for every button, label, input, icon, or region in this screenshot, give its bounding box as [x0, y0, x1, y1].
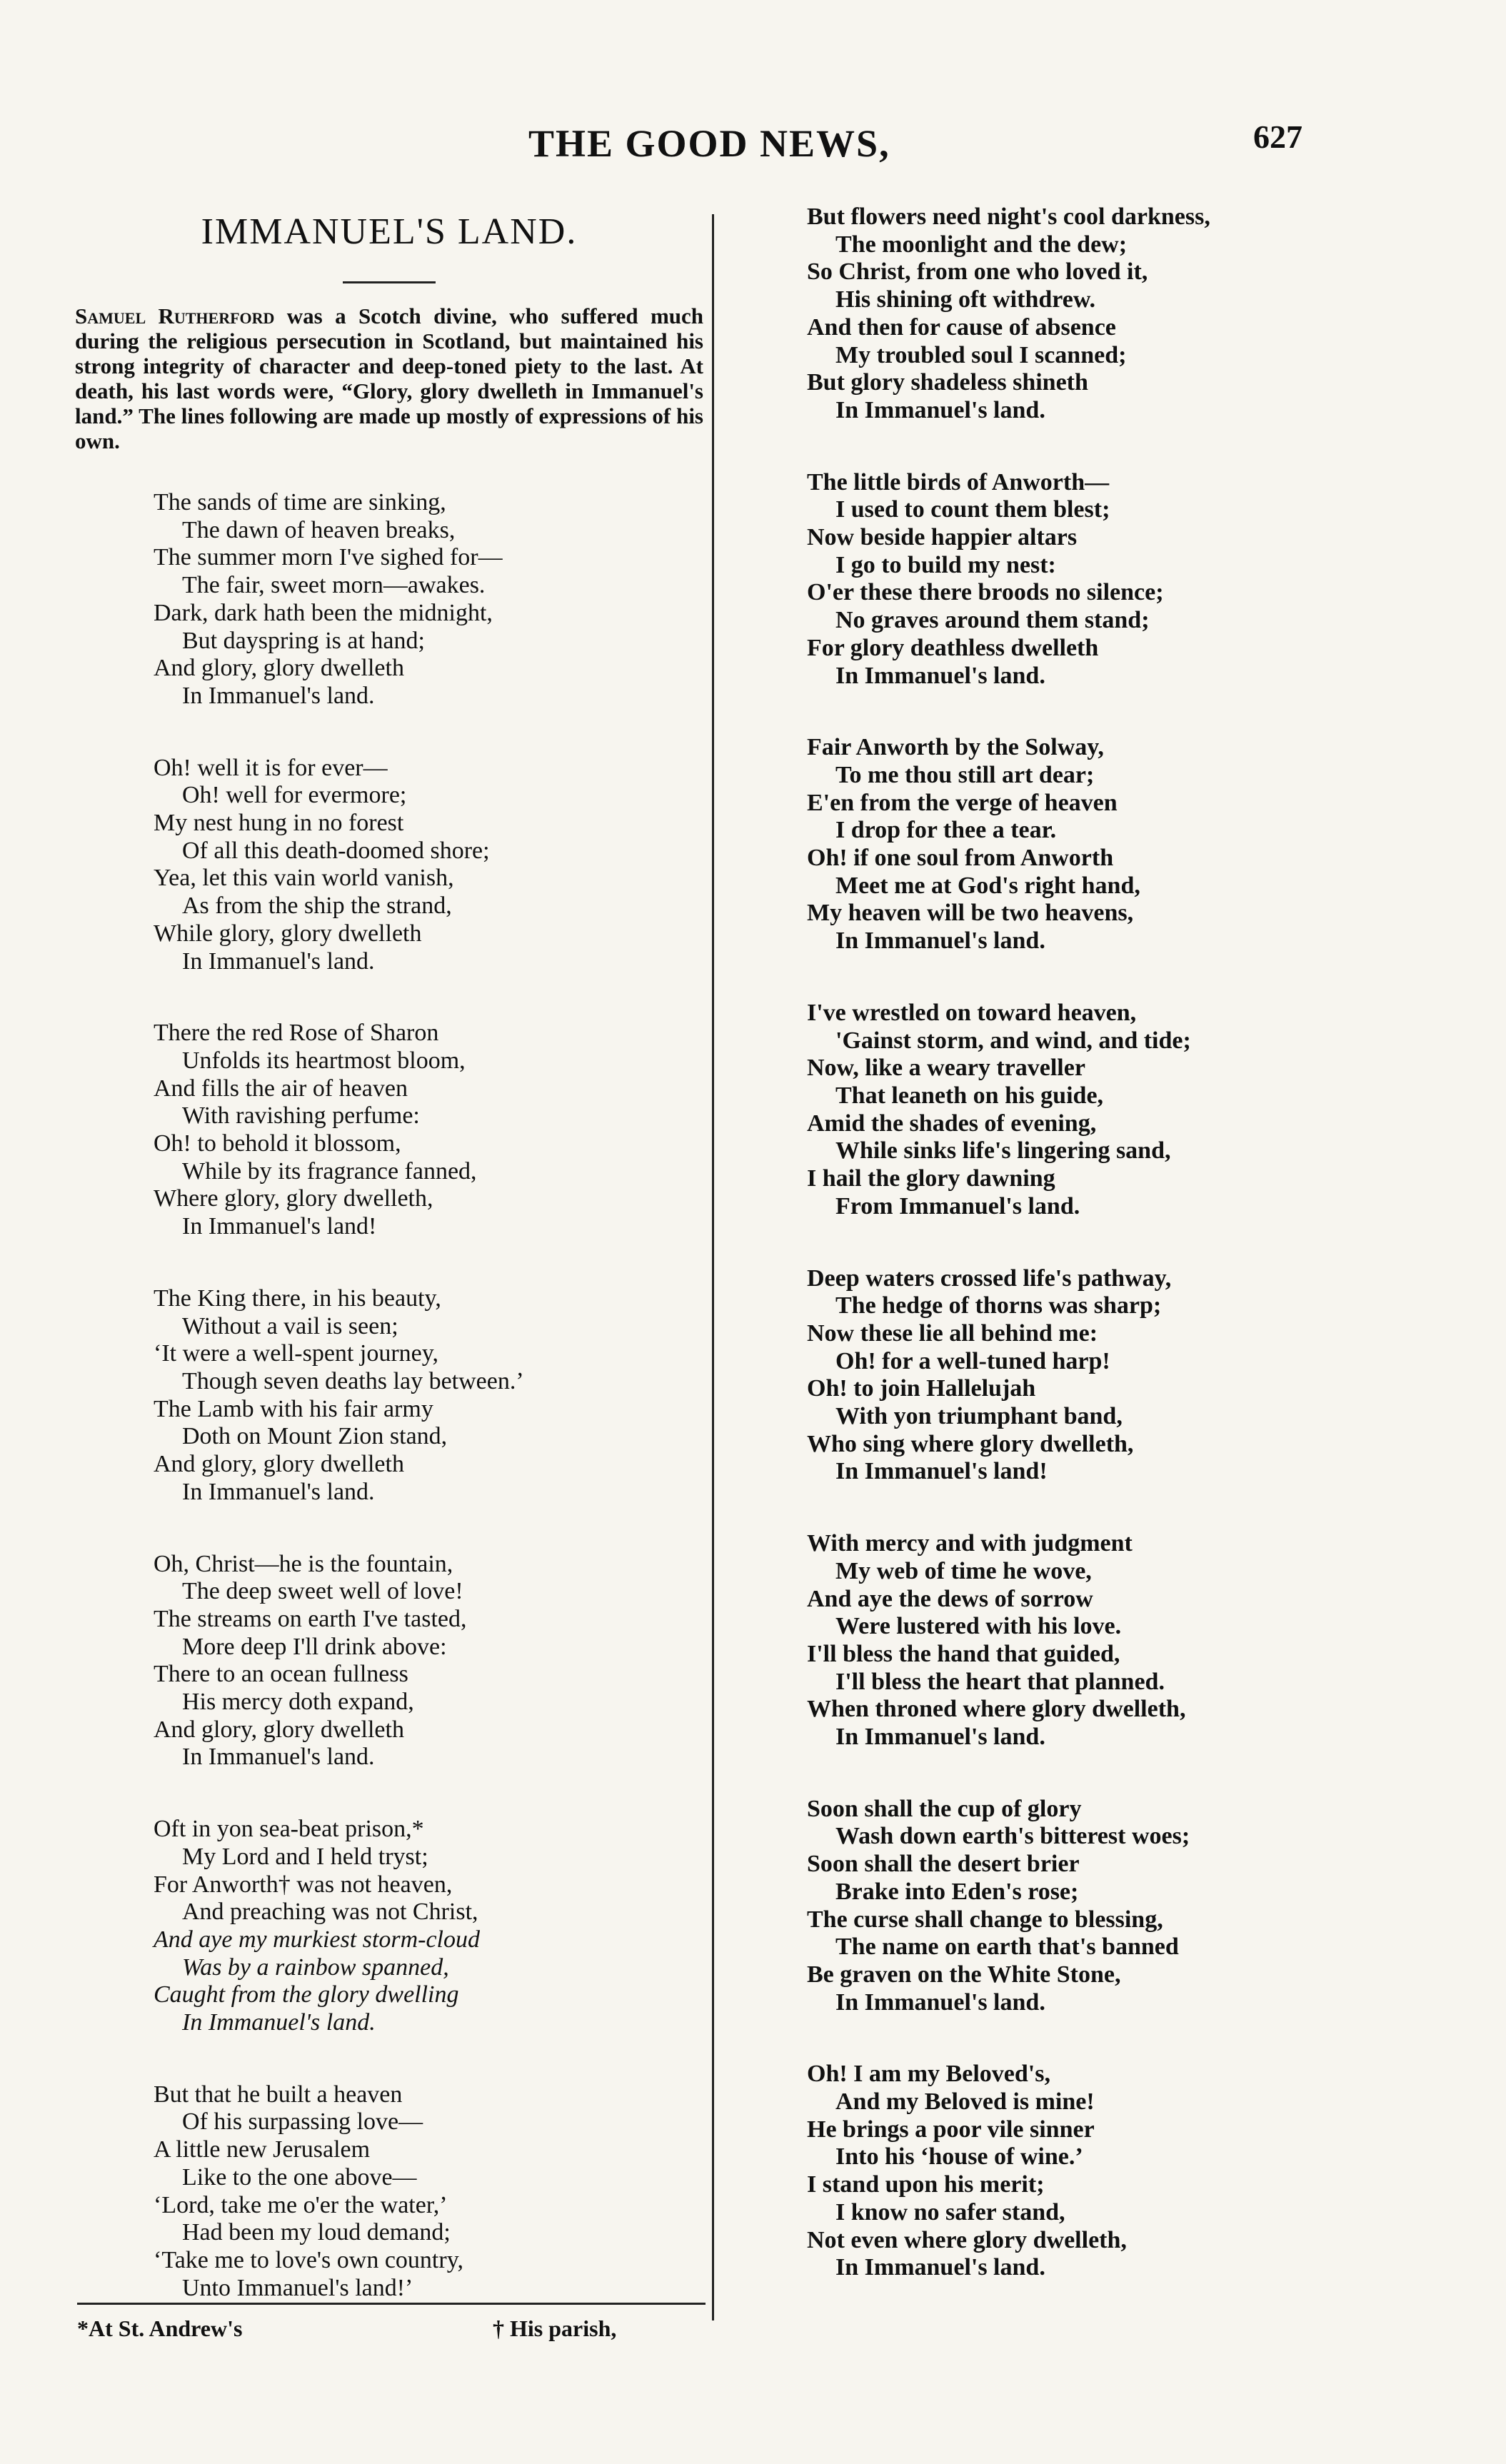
intro-name: Samuel Rutherford	[75, 303, 275, 328]
intro-text: was a Scotch divine, who suffered much during the religious persecution in Scotland, but maintained his strong integrity of character and deep-toned piety to the last. At death, his last words were, “Glory, glory dwelleth in Immanuel's land.” The lines following are made up mostly of expressions of his own.	[75, 303, 704, 453]
poem-line: My Lord and I held tryst;	[182, 1843, 428, 1870]
poem-line: Where glory, glory dwelleth,	[154, 1185, 433, 1212]
poem-line: To me thou still art dear;	[835, 761, 1095, 788]
poem-line: With yon triumphant band,	[835, 1403, 1123, 1430]
poem-line: Had been my loud demand;	[182, 2219, 451, 2246]
poem-line: Meet me at God's right hand,	[835, 872, 1140, 899]
poem-line: Soon shall the cup of glory	[807, 1795, 1082, 1822]
poem-line: Brake into Eden's rose;	[835, 1878, 1079, 1905]
poem-line: The streams on earth I've tasted,	[154, 1605, 467, 1632]
poem-line: Without a vail is seen;	[182, 1312, 398, 1339]
poem-line: Oh! if one soul from Anworth	[807, 845, 1114, 872]
poem-line: And aye my murkiest storm-cloud	[154, 1926, 481, 1953]
footnote-rule	[77, 2303, 706, 2305]
running-title: THE GOOD NEWS,	[528, 122, 890, 165]
poem-line: 'Gainst storm, and wind, and tide;	[835, 1027, 1191, 1054]
poem-line: The sands of time are sinking,	[154, 489, 446, 516]
right-stanza-8	[807, 2061, 1435, 2282]
poem-line: My nest hung in no forest	[154, 810, 404, 837]
poem-line: I drop for thee a tear.	[835, 817, 1057, 844]
left-column	[75, 211, 703, 2346]
poem-line: I go to build my nest:	[835, 551, 1056, 578]
poem-line: Oh, Christ—he is the fountain,	[154, 1550, 453, 1577]
poem-line: While sinks life's lingering sand,	[835, 1137, 1171, 1165]
left-stanza-7	[154, 2081, 703, 2303]
poem-line: Deep waters crossed life's pathway,	[807, 1264, 1172, 1292]
left-stanza-4	[154, 1285, 703, 1507]
poem-line: Like to the one above—	[182, 2163, 417, 2191]
poem-line: As from the ship the strand,	[182, 892, 452, 920]
poem-line: And aye the dews of sorrow	[807, 1585, 1093, 1612]
poem-title: IMMANUEL'S LAND.	[201, 211, 578, 252]
poem-line: Fair Anworth by the Solway,	[807, 734, 1104, 761]
poem-line: Unto Immanuel's land!’	[182, 2274, 413, 2301]
poem-line: Was by a rainbow spanned,	[182, 1953, 449, 1981]
poem-line: The King there, in his beauty,	[154, 1284, 441, 1312]
poem-line: And fills the air of heaven	[154, 1075, 408, 1102]
poem-line: Dark, dark hath been the midnight,	[154, 599, 493, 626]
poem-line: But glory shadeless shineth	[807, 369, 1088, 396]
poem-line: Caught from the glory dwelling	[154, 1981, 459, 2008]
poem-line: I used to count them blest;	[835, 496, 1110, 523]
poem-line: While glory, glory dwelleth	[154, 920, 422, 947]
poem-line: Wash down earth's bitterest woes;	[835, 1823, 1190, 1850]
poem-line: Oh! to join Hallelujah	[807, 1375, 1036, 1402]
page-number: 627	[1253, 119, 1302, 155]
poem-line: Of his surpassing love—	[182, 2108, 423, 2136]
poem-line: In Immanuel's land.	[835, 662, 1045, 689]
poem-line: ‘It were a well-spent journey,	[154, 1340, 439, 1367]
left-stanza-5	[154, 1551, 703, 1772]
right-stanza-6	[807, 1530, 1435, 1751]
poem-line: Unfolds its heartmost bloom,	[182, 1047, 466, 1074]
right-column	[807, 203, 1435, 2326]
right-stanza-5	[807, 1265, 1435, 1487]
poem-line: With ravishing perfume:	[182, 1102, 420, 1130]
poem-line: Doth on Mount Zion stand,	[182, 1423, 448, 1450]
poem-line: And then for cause of absence	[807, 313, 1116, 341]
poem-line: Of all this death-doomed shore;	[182, 837, 490, 864]
poem-line: ‘Lord, take me o'er the water,’	[154, 2191, 448, 2218]
left-stanza-2	[154, 755, 703, 976]
poem-line: I'll bless the heart that planned.	[835, 1668, 1165, 1695]
poem-line: Now these lie all behind me:	[807, 1319, 1098, 1347]
poem-line: For Anworth† was not heaven,	[154, 1871, 453, 1898]
poem-line: For glory deathless dwelleth	[807, 634, 1099, 661]
left-stanza-3	[154, 1020, 703, 1241]
poem-line: Now, like a weary traveller	[807, 1055, 1085, 1082]
right-stanza-3	[807, 734, 1435, 955]
poem-line: The summer morn I've sighed for—	[154, 544, 503, 571]
footnote-parish: † His parish,	[493, 2315, 617, 2341]
footnote-st-andrews: *At St. Andrew's	[77, 2315, 243, 2341]
right-stanza-4	[807, 1000, 1435, 1221]
poem-line: Not even where glory dwelleth,	[807, 2226, 1127, 2253]
right-stanzas	[807, 203, 1435, 2282]
poem-line: Now beside happier altars	[807, 524, 1078, 551]
right-stanza-2	[807, 469, 1435, 690]
left-stanza-6	[154, 1816, 703, 2037]
poem-line: In Immanuel's land.	[835, 2254, 1045, 2281]
poem-line: The dawn of heaven breaks,	[182, 516, 456, 543]
poem-line: From Immanuel's land.	[835, 1192, 1080, 1220]
poem-line: The little birds of Anworth—	[807, 468, 1110, 496]
poem-line: And glory, glory dwelleth	[154, 1451, 404, 1478]
poem-line: O'er these there broods no silence;	[807, 579, 1164, 606]
poem-line: In Immanuel's land!	[182, 1213, 377, 1240]
intro-paragraph	[75, 303, 703, 453]
poem-line: There the red Rose of Sharon	[154, 1020, 439, 1047]
left-stanza-1	[154, 489, 703, 710]
poem-line: ‘Take me to love's own country,	[154, 2246, 463, 2273]
poem-line: The Lamb with his fair army	[154, 1395, 433, 1422]
poem-line: I'll bless the hand that guided,	[807, 1640, 1120, 1667]
right-stanza-7	[807, 1796, 1435, 2017]
right-stanza-1	[807, 203, 1435, 425]
poem-line: In Immanuel's land.	[182, 947, 375, 975]
poem-line: But dayspring is at hand;	[182, 627, 425, 654]
poem-line: Yea, let this vain world vanish,	[154, 865, 454, 892]
poem-line: With mercy and with judgment	[807, 1530, 1133, 1557]
left-stanzas	[75, 489, 703, 2302]
poem-line: Oft in yon sea-beat prison,*	[154, 1816, 424, 1843]
poem-line: Amid the shades of evening,	[807, 1110, 1097, 1137]
poem-line: The moonlight and the dew;	[835, 231, 1128, 258]
poem-line: Oh! to behold it blossom,	[154, 1130, 401, 1157]
poem-line: My heaven will be two heavens,	[807, 900, 1134, 927]
poem-line: His mercy doth expand,	[182, 1689, 414, 1716]
poem-line: So Christ, from one who loved it,	[807, 258, 1148, 286]
poem-line: And preaching was not Christ,	[182, 1899, 478, 1926]
poem-line: Were lustered with his love.	[835, 1613, 1122, 1640]
poem-line: His shining oft withdrew.	[835, 286, 1096, 313]
poem-line: I hail the glory dawning	[807, 1165, 1055, 1192]
poem-line: Soon shall the desert brier	[807, 1851, 1080, 1878]
poem-line: The deep sweet well of love!	[182, 1578, 463, 1605]
poem-line: More deep I'll drink above:	[182, 1633, 447, 1660]
poem-line: He brings a poor vile sinner	[807, 2116, 1095, 2143]
poem-line: Though seven deaths lay between.’	[182, 1367, 524, 1394]
poem-line: No graves around them stand;	[835, 607, 1150, 634]
poem-line: The fair, sweet morn—awakes.	[182, 572, 486, 599]
poem-line: And glory, glory dwelleth	[154, 655, 404, 682]
poem-line: When throned where glory dwelleth,	[807, 1696, 1186, 1723]
poem-line: In Immanuel's land.	[835, 1724, 1045, 1751]
poem-line: In Immanuel's land.	[182, 1744, 375, 1771]
poem-line: And my Beloved is mine!	[835, 2088, 1095, 2116]
poem-line: Oh! well it is for ever—	[154, 754, 388, 781]
poem-line: In Immanuel's land.	[835, 927, 1045, 955]
poem-line: In Immanuel's land.	[182, 682, 375, 709]
poem-line: I know no safer stand,	[835, 2198, 1065, 2226]
poem-line: My web of time he wove,	[835, 1557, 1092, 1584]
poem-line: But that he built a heaven	[154, 2081, 403, 2108]
poem-line: In Immanuel's land.	[182, 1478, 375, 1505]
poem-line: Who sing where glory dwelleth,	[807, 1430, 1134, 1457]
poem-line: The hedge of thorns was sharp;	[835, 1292, 1162, 1319]
title-rule	[343, 281, 436, 283]
poem-line: But flowers need night's cool darkness,	[807, 203, 1210, 230]
poem-line: Oh! for a well-tuned harp!	[835, 1347, 1110, 1374]
poem-line: A little new Jerusalem	[154, 2136, 371, 2163]
poem-line: While by its fragrance fanned,	[182, 1157, 477, 1185]
poem-line: In Immanuel's land.	[835, 1988, 1045, 2016]
poem-line: In Immanuel's land!	[835, 1458, 1048, 1485]
poem-line: The name on earth that's banned	[835, 1934, 1179, 1961]
poem-line: Oh! well for evermore;	[182, 782, 407, 809]
poem-line: Into his ‘house of wine.’	[835, 2143, 1083, 2171]
poem-line: The curse shall change to blessing,	[807, 1906, 1163, 1933]
poem-line: There to an ocean fullness	[154, 1661, 408, 1688]
poem-line: That leaneth on his guide,	[835, 1082, 1104, 1109]
poem-line: In Immanuel's land.	[835, 396, 1045, 423]
poem-line: I've wrestled on toward heaven,	[807, 999, 1137, 1026]
poem-line: E'en from the verge of heaven	[807, 789, 1118, 816]
poem-line: Be graven on the White Stone,	[807, 1961, 1121, 1988]
poem-line: My troubled soul I scanned;	[835, 341, 1127, 368]
poem-line: In Immanuel's land.	[182, 2009, 376, 2036]
poem-line: Oh! I am my Beloved's,	[807, 2061, 1050, 2088]
column-divider	[712, 214, 714, 2320]
poem-line: I stand upon his merit;	[807, 2171, 1045, 2198]
poem-line: And glory, glory dwelleth	[154, 1716, 404, 1743]
